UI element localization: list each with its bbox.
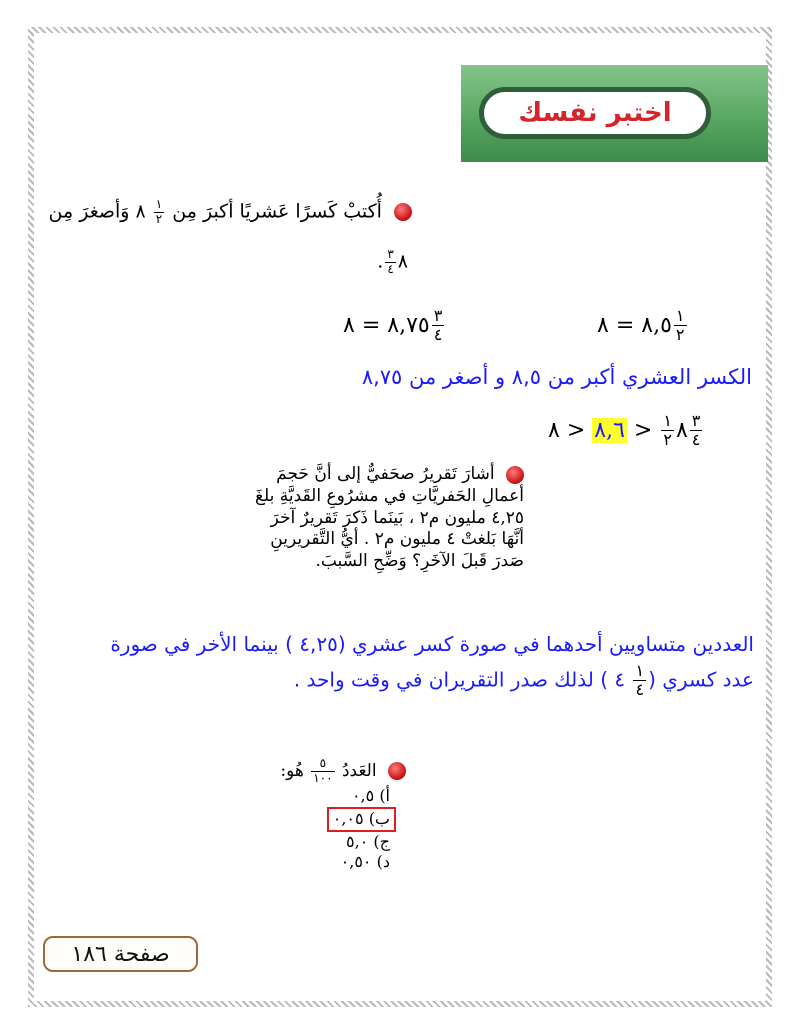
- page-title: اختبر نفسك: [518, 98, 672, 128]
- option-c: ج) ٥,٠: [346, 831, 390, 851]
- question-1-part-b: ٨ وَأصغرَ مِن: [48, 200, 146, 223]
- option-b-selected-answer: ب) ٠,٠٥: [327, 807, 396, 832]
- question-1-text: [49, 198, 412, 227]
- answer-2-line-2: عدد كسري ( $\frac{١}{٤}$ ٤ ) لذلك صدر التقريران في وقت واحد .: [293, 661, 754, 700]
- equation-half: ٨,٥ = ٨ $\frac{١}{٢}$: [597, 306, 685, 345]
- question-1-text-cont: ٨ $\frac{٣}{٤}$ .: [377, 247, 408, 276]
- answer-1-statement: الكسر العشري أكبر من ٨,٥ و أصغر من ٨,٧٥: [361, 365, 752, 389]
- page-number-tag: صفحة ١٨٦: [43, 936, 198, 972]
- fraction-half: $\frac{١}{٢}$: [155, 197, 163, 226]
- title-banner: [461, 65, 768, 162]
- question-1-part-a: أُكتبْ كَسرًا عَشريًا أكبرَ مِن: [172, 200, 382, 223]
- option-d: د) ٠,٥٠: [340, 852, 390, 872]
- option-a: أ) ٠,٥: [351, 786, 390, 805]
- question-marker-icon: [388, 762, 406, 780]
- question-marker-icon: [394, 203, 412, 221]
- fraction-three-quarters: $\frac{٣}{٤}$: [387, 247, 394, 276]
- highlighted-answer: ٨,٦: [594, 417, 625, 443]
- question-marker-icon: [506, 466, 524, 484]
- answer-2: [34, 627, 754, 700]
- answer-1-inequality: ٨ $\frac{١}{٢}$ < ٨,٦ < ٨ $\frac{٣}{٤}$: [548, 411, 701, 450]
- question-3-options: [327, 786, 390, 873]
- answer-2-line-1: العددين متساويين أحدهما في صورة كسر عشري (٤,٢٥ ) بينما الأخر في صورة: [110, 632, 754, 656]
- question-3-text: العَددُ $\frac{٥}{١٠٠}$ هُو:: [280, 757, 406, 786]
- title-pill: [479, 87, 711, 139]
- equation-three-quarters: ٨,٧٥ = ٨ $\frac{٣}{٤}$: [343, 306, 443, 345]
- question-2-text: أشارَ تَقريرُ صحَفيٌّ إلى أنَّ حَجمَ أعمالِ الحَفريَّاتِ في مشرُوعِ القَديَّةِ بلغَ ٤,٢٥ مليون م٢ ، بَينَما ذَكرَ تَقريرٌ آخرَ أنَّهَا بَلغتْ ٤ مليون م٢ . أيُّ التَّقريرينِ صَدرَ قَبلَ الآخَرِ؟ وَضِّحِ السَّببَ.: [255, 464, 524, 571]
